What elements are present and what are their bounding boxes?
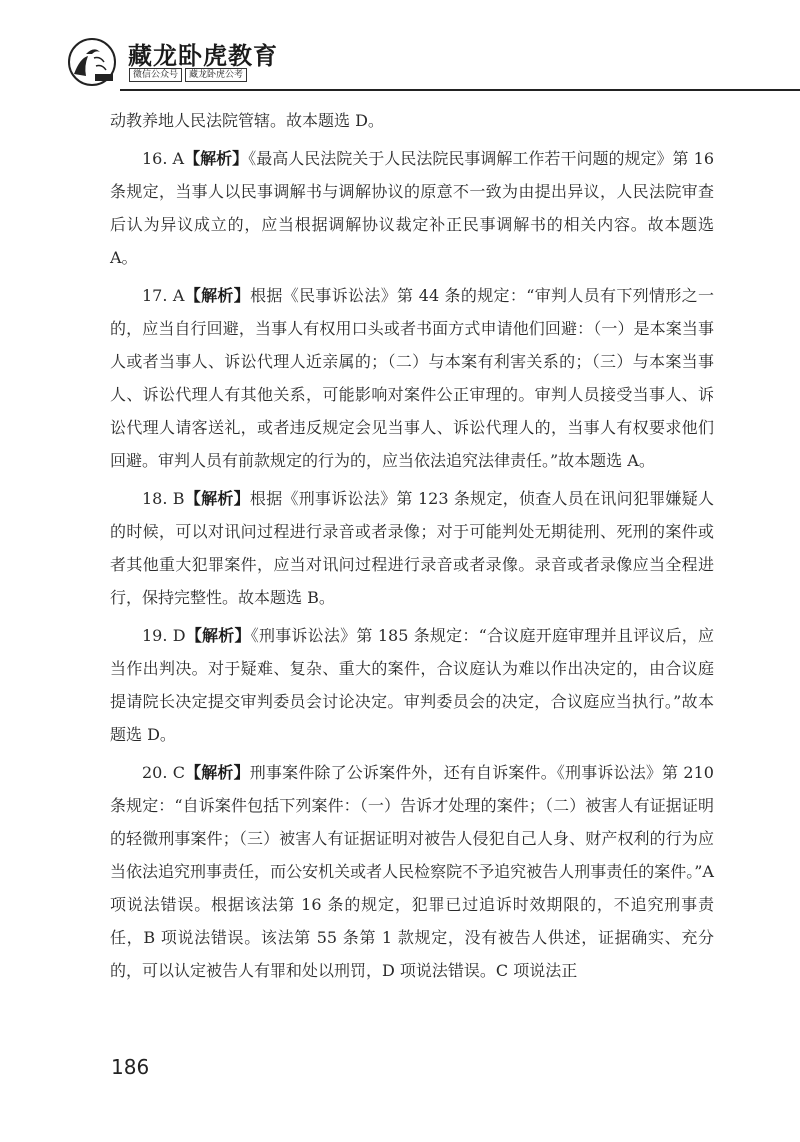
brand-logo-icon	[66, 36, 118, 88]
page-content	[110, 104, 714, 992]
answer-20	[110, 756, 714, 987]
answer-17	[110, 279, 714, 477]
paragraph-text: 根据《刑事诉讼法》第 123 条规定，侦查人员在讯问犯罪嫌疑人的时候，可以对讯问过程进行录音或者录像；对于可能判处无期徒刑、死刑的案件或者其他重大犯罪案件，应当对讯问过程进行录音或者录像。录音或者录像应当全程进行，保持完整性。故本题选 B。	[110, 489, 714, 607]
answer-16	[110, 142, 714, 274]
page-header	[0, 0, 800, 92]
question-number: 16. A	[142, 149, 185, 168]
question-number: 19. D	[142, 626, 186, 645]
page-number: 186	[111, 1055, 150, 1079]
brand-subtitle	[129, 68, 250, 82]
analysis-label: 【解析】	[184, 763, 250, 782]
question-number: 17. A	[142, 286, 185, 305]
brand-sub-account: 藏龙卧虎公考	[185, 68, 247, 82]
brand-title: 藏龙卧虎教育	[128, 42, 278, 70]
analysis-label: 【解析】	[184, 286, 251, 305]
paragraph-text: 《刑事诉讼法》第 185 条规定：“合议庭开庭审理并且评议后，应当作出判决。对于疑难、复杂、重大的案件，合议庭认为难以作出决定的，由合议庭提请院长决定提交审判委员会讨论决定。审判委员会的决定，合议庭应当执行。”故本题选 D。	[110, 626, 714, 744]
paragraph-text: 根据《民事诉讼法》第 44 条的规定：“审判人员有下列情形之一的，应当自行回避，当事人有权用口头或者书面方式申请他们回避：（一）是本案当事人或者当事人、诉讼代理人近亲属的；（二）与本案有利害关系的；（三）与本案当事人、诉讼代理人有其他关系，可能影响对案件公正审理的。审判人员接受当事人、诉讼代理人请客送礼，或者违反规定会见当事人、诉讼代理人的，当事人有权要求他们回避。审判人员有前款规定的行为的，应当依法追究法律责任。”故本题选 A。	[110, 286, 714, 470]
paragraph-text: 动教养地人民法院管辖。故本题选 D。	[110, 111, 384, 130]
header-divider	[120, 89, 800, 91]
brand-sub-wechat: 微信公众号	[129, 68, 182, 82]
analysis-label: 【解析】	[185, 626, 251, 645]
answer-19	[110, 619, 714, 751]
paragraph-text: 《最高人民法院关于人民法院民事调解工作若干问题的规定》第 16 条规定，当事人以民事调解书与调解协议的原意不一致为由提出异议，人民法院审查后认为异议成立的，应当根据调解协议裁定补正民事调解书的相关内容。故本题选 A。	[110, 149, 714, 267]
question-number: 20. C	[142, 763, 185, 782]
analysis-label: 【解析】	[184, 489, 250, 508]
question-number: 18. B	[142, 489, 185, 508]
analysis-label: 【解析】	[184, 149, 249, 168]
paragraph-continuation	[110, 104, 714, 137]
paragraph-text: 刑事案件除了公诉案件外，还有自诉案件。《刑事诉讼法》第 210 条规定：“自诉案件包括下列案件：（一）告诉才处理的案件；（二）被害人有证据证明的轻微刑事案件；（三）被害人有证据证明对被告人侵犯自己人身、财产权利的行为应当依法追究刑事责任，而公安机关或者人民检察院不予追究被告人刑事责任的案件。”A 项说法错误。根据该法第 16 条的规定，犯罪已过追诉时效期限的，不追究刑事责任，B 项说法错误。该法第 55 条第 1 款规定，没有被告人供述，证据确实、充分的，可以认定被告人有罪和处以刑罚，D 项说法错误。C 项说法正	[110, 763, 714, 980]
answer-18	[110, 482, 714, 614]
